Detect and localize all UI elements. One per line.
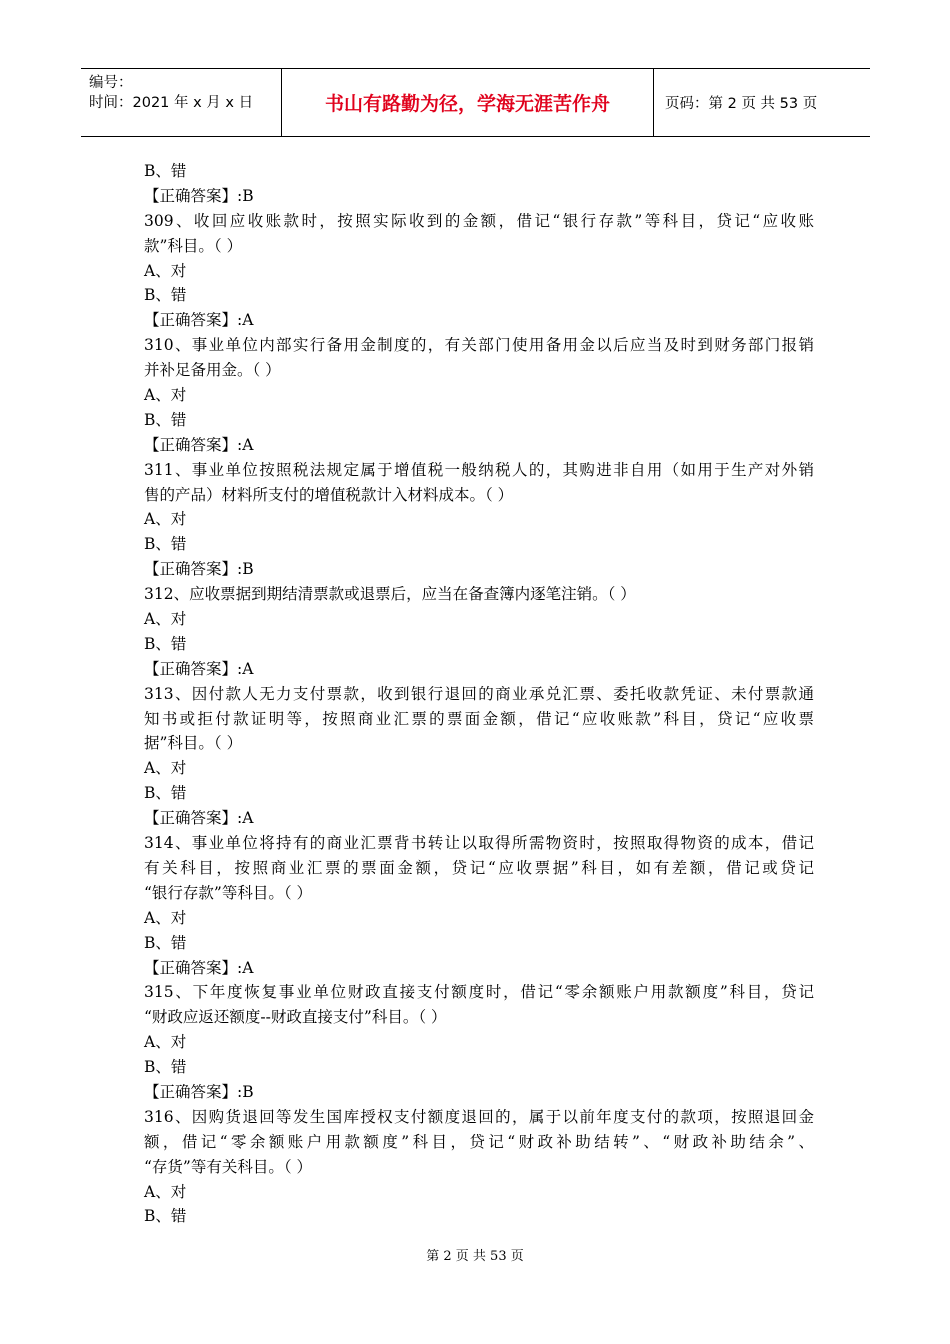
document-number-label: 编号：: [89, 75, 133, 91]
header-meta: [81, 69, 282, 136]
question-text: 309、收回应收账款时，按照实际收到的金额，借记“银行存款”等科目，贷记“应收账: [144, 211, 814, 230]
text-line: 额，借记“零余额账户用款额度”科目，贷记“财政补助结转”、“财政补助结余”、: [144, 1132, 815, 1151]
answer-option: B、错: [144, 286, 187, 305]
text-line: “存货”等有关科目。（ ）: [144, 1157, 313, 1176]
answer-option: B、错: [144, 634, 187, 653]
correct-answer: 【正确答案】:A: [144, 958, 254, 977]
header-motto: 书山有路勤为径，学海无涯苦作舟: [282, 69, 654, 136]
text-line: “财政应返还额度--财政直接支付”科目。（ ）: [144, 1008, 447, 1027]
text-line: 并补足备用金。（ ）: [144, 361, 281, 380]
question-text: 314、事业单位将持有的商业汇票背书转让以取得所需物资时，按照取得物资的成本，借记: [144, 834, 814, 853]
answer-option: B、错: [144, 410, 187, 429]
correct-answer: 【正确答案】:B: [144, 560, 254, 579]
answer-option: B、错: [144, 162, 187, 180]
answer-option: A、对: [144, 908, 187, 927]
answer-option: B、错: [144, 784, 187, 803]
text-line: 据”科目。（ ）: [144, 734, 243, 753]
answer-option: B、错: [144, 1058, 187, 1077]
correct-answer: 【正确答案】:B: [144, 186, 254, 205]
document-time-label: 时间：2021 年 x 月 x 日: [89, 95, 254, 111]
answer-option: B、错: [144, 1207, 187, 1226]
correct-answer: 【正确答案】:A: [144, 659, 254, 678]
answer-option: A、对: [144, 610, 187, 629]
correct-answer: 【正确答案】:B: [144, 1082, 254, 1101]
answer-option: A、对: [144, 1182, 187, 1201]
text-line: 款”科目。（ ）: [144, 236, 243, 255]
correct-answer: 【正确答案】:A: [144, 809, 254, 828]
question-text: 312、应收票据到期结清票款或退票后，应当在备查簿内逐笔注销。（ ）: [144, 585, 636, 604]
text-line: 有关科目，按照商业汇票的票面金额，贷记“应收票据”科目，如有差额，借记或贷记: [144, 858, 814, 877]
answer-option: B、错: [144, 535, 187, 554]
page-footer: 第 2 页 共 53 页: [426, 1249, 524, 1264]
question-text: 311、事业单位按照税法规定属于增值税一般纳税人的，其购进非自用（如用于生产对外销: [144, 460, 814, 479]
correct-answer: 【正确答案】:A: [144, 311, 254, 330]
answer-option: A、对: [144, 261, 187, 280]
correct-answer: 【正确答案】:A: [144, 435, 254, 454]
question-text: 316、因购货退回等发生国库授权支付额度退回的，属于以前年度支付的款项，按照退回金: [144, 1107, 814, 1126]
question-text: 315、下年度恢复事业单位财政直接支付额度时，借记“零余额账户用款额度”科目，贷记: [144, 983, 814, 1002]
text-line: 知书或拒付款证明等，按照商业汇票的票面金额，借记“应收账款”科目，贷记“应收票: [144, 709, 814, 728]
text-line: “银行存款”等科目。（ ）: [144, 883, 313, 902]
answer-option: A、对: [144, 1033, 187, 1052]
header-page-info: 页码：第 2 页 共 53 页: [665, 96, 818, 112]
answer-option: A、对: [144, 759, 187, 778]
answer-option: A、对: [144, 386, 187, 405]
answer-option: B、错: [144, 933, 187, 952]
answer-option: A、对: [144, 510, 187, 529]
document-body: [144, 159, 814, 1229]
text-line: 售的产品）材料所支付的增值税款计入材料成本。（ ）: [144, 485, 514, 504]
question-text: 310、事业单位内部实行备用金制度的，有关部门使用备用金以后应当及时到财务部门报销: [144, 336, 814, 355]
question-text: 313、因付款人无力支付票款，收到银行退回的商业承兑汇票、委托收款凭证、未付票款通: [144, 684, 814, 703]
page-header: [81, 68, 870, 137]
